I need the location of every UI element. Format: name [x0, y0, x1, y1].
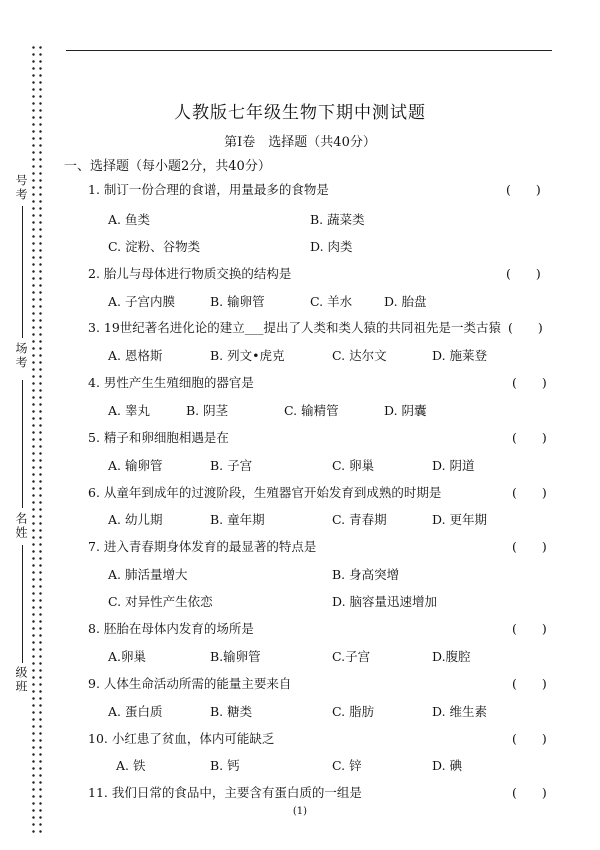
option: D. 更年期 [432, 512, 488, 527]
option: D. 肉类 [310, 239, 353, 254]
option: D. 阴道 [432, 458, 475, 473]
seal-line [22, 380, 23, 508]
seal-line [22, 545, 23, 663]
question-stem: 9. 人体生命活动所需的能量主要来自 [88, 676, 292, 691]
option: A. 幼儿期 [108, 512, 163, 527]
question-stem: 5. 精子和卵细胞相遇是在 [88, 430, 229, 445]
question-stem: 1. 制订一份合理的食谱，用量最多的食物是 [88, 182, 329, 197]
question-stem: 11. 我们日常的食品中，主要含有蛋白质的一组是 [88, 785, 362, 800]
option: A. 鱼类 [108, 212, 150, 227]
answer-bracket: ( ) [512, 676, 547, 691]
option: B. 阴茎 [186, 403, 229, 418]
option: D.腹腔 [432, 649, 471, 664]
option: D. 施莱登 [432, 348, 488, 363]
option: D. 胎盘 [384, 294, 427, 309]
option: D. 脑容量迅速增加 [332, 594, 438, 609]
option: C. 青春期 [332, 512, 387, 527]
answer-bracket: ( ) [508, 320, 543, 335]
binding-dots [30, 44, 44, 834]
page-number: (1) [292, 806, 308, 817]
answer-bracket: ( ) [506, 182, 541, 197]
option: C. 锌 [332, 758, 362, 773]
option: B. 身高突增 [332, 567, 400, 582]
option: D. 维生素 [432, 704, 488, 719]
answer-bracket: ( ) [506, 266, 541, 281]
option: A. 睾丸 [108, 403, 150, 418]
section-heading: 一、选择题（每小题2分，共40分） [64, 159, 271, 174]
option: C. 对异性产生依恋 [108, 594, 213, 609]
option: B. 钙 [210, 758, 240, 773]
option: A. 蛋白质 [108, 704, 163, 719]
option: A. 肺活量增大 [108, 567, 188, 582]
answer-bracket: ( ) [512, 785, 547, 800]
option: B. 列文•虎克 [210, 348, 285, 363]
option: A. 恩格斯 [108, 348, 163, 363]
part-heading: 第Ⅰ卷 选择题（共40分） [224, 135, 376, 150]
margin-label-name: 名姓 [14, 512, 28, 540]
option: C. 羊水 [310, 294, 353, 309]
option: A.卵巢 [108, 649, 147, 664]
option: C. 输精管 [284, 403, 339, 418]
answer-bracket: ( ) [512, 375, 547, 390]
margin-label-class: 级班 [14, 666, 28, 694]
option: B. 糖类 [210, 704, 253, 719]
question-stem: 4. 男性产生生殖细胞的器官是 [88, 375, 254, 390]
question-stem: 3. 19世纪著名进化论的建立___提出了人类和类人猿的共同祖先是一类古猿 [88, 320, 502, 335]
margin-label-exam-room: 场考 [14, 342, 28, 370]
answer-bracket: ( ) [512, 430, 547, 445]
page-title: 人教版七年级生物下期中测试题 [174, 103, 426, 123]
option: B. 输卵管 [210, 294, 265, 309]
seal-line [22, 206, 23, 338]
question-stem: 6. 从童年到成年的过渡阶段，生殖器官开始发育到成熟的时期是 [88, 485, 442, 500]
question-stem: 2. 胎儿与母体进行物质交换的结构是 [88, 266, 292, 281]
answer-bracket: ( ) [512, 621, 547, 636]
option: B. 子宫 [210, 458, 253, 473]
option: C. 卵巢 [332, 458, 375, 473]
question-stem: 10. 小红患了贫血，体内可能缺乏 [88, 731, 275, 746]
option: D. 阴囊 [384, 403, 427, 418]
option: D. 碘 [432, 758, 463, 773]
option: B. 蔬菜类 [310, 212, 365, 227]
answer-bracket: ( ) [512, 485, 547, 500]
option: C.子宫 [332, 649, 371, 664]
option: B.输卵管 [210, 649, 261, 664]
option: C. 脂肪 [332, 704, 375, 719]
option: C. 达尔文 [332, 348, 387, 363]
margin-label-exam-number: 号考 [14, 174, 28, 202]
option: A. 铁 [116, 758, 146, 773]
option: C. 淀粉、谷物类 [108, 239, 201, 254]
option: A. 子宫内膜 [108, 294, 175, 309]
question-stem: 8. 胚胎在母体内发育的场所是 [88, 621, 254, 636]
top-rule [66, 50, 552, 51]
answer-bracket: ( ) [512, 731, 547, 746]
option: B. 童年期 [210, 512, 265, 527]
question-stem: 7. 进入青春期身体发育的最显著的特点是 [88, 539, 317, 554]
option: A. 输卵管 [108, 458, 163, 473]
answer-bracket: ( ) [512, 539, 547, 554]
